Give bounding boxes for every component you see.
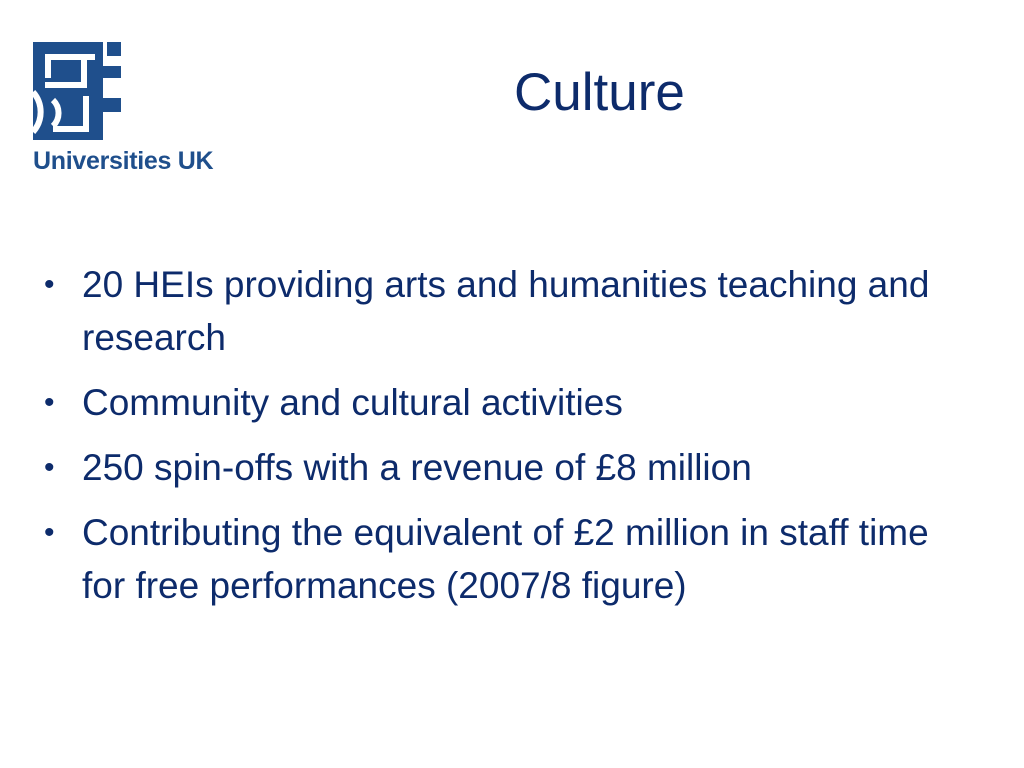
bullet-item xyxy=(40,376,970,429)
bullet-icon: • xyxy=(44,268,55,301)
bullet-item xyxy=(40,441,970,494)
universities-uk-logo xyxy=(33,40,223,180)
bullet-icon: • xyxy=(44,386,55,419)
bullet-text: 250 spin-offs with a revenue of £8 million xyxy=(82,447,752,488)
slide-title: Culture xyxy=(514,63,685,122)
bullet-text: Contributing the equivalent of £2 million in staff time for free performances (2007/8 figure) xyxy=(82,512,929,606)
bullet-icon: • xyxy=(44,451,55,484)
bullet-text: Community and cultural activities xyxy=(82,382,623,423)
bullet-item xyxy=(40,506,970,612)
bullet-list xyxy=(40,258,970,624)
bullet-item xyxy=(40,258,970,364)
universities-uk-logo-mark xyxy=(33,40,123,144)
bullet-text: 20 HEIs providing arts and humanities teaching and research xyxy=(82,264,930,358)
logo-text: Universities UK xyxy=(33,147,214,175)
bullet-icon: • xyxy=(44,516,55,549)
